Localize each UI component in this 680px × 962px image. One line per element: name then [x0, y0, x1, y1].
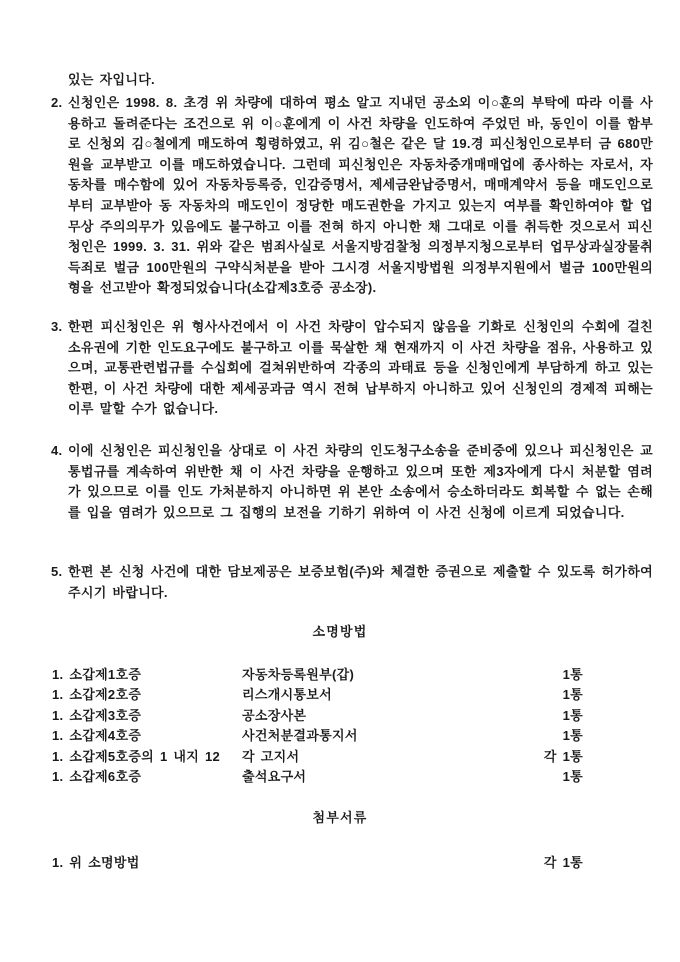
paragraph-3-number: 3. [51, 319, 63, 334]
evidence-count: 1통 [562, 667, 583, 682]
attachments-section-title: 첨부서류 [312, 810, 368, 825]
paragraph-5 [51, 562, 653, 603]
evidence-label: 1. 소갑제3호증 [52, 708, 142, 723]
paragraph-2-text: 신청인은 1998. 8. 초경 위 차량에 대하여 평소 알고 지내던 공소외 이○훈의 부탁에 따라 이를 사용하고 돌려준다는 조건으로 위 이○훈에게 이 사건 차량을 인도하여 주었던 바, 동인이 이를 함부로 신청외 김○철에게 매도하여 횡령하였고, 위 김○철은 같은 달 19.경 피신청인으로부터 금 680만원을 교부받고 이를 매도하였습니다. 그런데 피신청인은 자동차중개매매업에 종사하는 자로서, 자동차를 매수함에 있어 자동차등록증, 인감증명서, 제세금완납증명서, 매매계약서 등을 매도인으로부터 교부받아 동 자동차의 매도인이 정당한 매도권한을 가지고 있는지 여부를 확인하여야 할 업무상 주의의무가 있음에도 불구하고 이를 전혀 하지 아니한 채 그대로 이를 취득한 것으로서 피신청인은 1999. 3. 31. 위와 같은 범죄사실로 서울지방검찰청 의정부지청으로부터 업무상과실장물취득죄로 벌금 100만원의 구약식처분을 받아 그시경 서울지방법원 의정부지원에서 벌금 100만원의 형을 선고받아 확정되었습니다(소갑제3호증 공소장). [68, 95, 653, 296]
evidence-row [52, 747, 583, 768]
paragraph-1-continuation: 있는 자입니다. [68, 72, 155, 87]
attachment-label: 1. 위 소명방법 [52, 855, 140, 870]
evidence-row [52, 685, 583, 706]
paragraph-3 [51, 317, 653, 420]
evidence-label: 1. 소갑제4호증 [52, 728, 142, 743]
evidence-row [52, 665, 583, 686]
evidence-row [52, 726, 583, 747]
evidence-count: 1통 [562, 687, 583, 702]
evidence-description: 리스개시통보서 [242, 687, 333, 702]
evidence-label: 1. 소갑제5호증의 1 내지 12 [52, 749, 221, 764]
paragraph-5-text: 한편 본 신청 사건에 대한 담보제공은 보증보험(주)와 체결한 증권으로 제출할 수 있도록 허가하여 주시기 바랍니다. [68, 564, 653, 600]
paragraph-4 [51, 441, 653, 523]
evidence-row [52, 706, 583, 727]
attachment-row [52, 853, 583, 874]
paragraph-2-number: 2. [51, 95, 63, 110]
evidence-count: 1통 [562, 728, 583, 743]
evidence-description: 사건처분결과통지서 [242, 728, 358, 743]
evidence-description: 출석요구서 [242, 769, 307, 784]
paragraph-4-number: 4. [51, 443, 63, 458]
paragraph-4-text: 이에 신청인은 피신청인을 상대로 이 사건 차량의 인도청구소송을 준비중에 있으나 피신청인은 교통법규를 계속하여 위반한 채 이 사건 차량을 운행하고 있으며 또한 제3자에게 다시 처분할 염려가 있으므로 이를 인도 가처분하지 아니하면 위 본안 소송에서 승소하더라도 회복할 수 없는 손해를 입을 염려가 있으므로 그 집행의 보전을 기하기 위하여 이 사건 신청에 이르게 되었습니다. [68, 443, 653, 520]
evidence-section-title: 소명방법 [312, 624, 368, 639]
evidence-count: 1통 [562, 708, 583, 723]
evidence-count: 1통 [562, 769, 583, 784]
paragraph-3-text: 한편 피신청인은 위 형사사건에서 이 사건 차량이 압수되지 않음을 기화로 신청인의 수회에 걸친 소유권에 기한 인도요구에도 불구하고 이를 묵살한 채 현재까지 이 사건 차량을 점유, 사용하고 있으며, 교통관련법규를 수십회에 걸쳐위반하여 각종의 과태료 등을 신청인에게 부담하게 하고 있는 한편, 이 사건 차량에 대한 제세공과금 역시 전혀 납부하지 아니하고 있어 신청인의 경제적 피해는 이루 말할 수가 없습니다. [68, 319, 653, 417]
evidence-description: 공소장사본 [242, 708, 307, 723]
evidence-label: 1. 소갑제6호증 [52, 769, 142, 784]
evidence-label: 1. 소갑제2호증 [52, 687, 142, 702]
evidence-row [52, 767, 583, 788]
evidence-description: 각 고지서 [242, 749, 300, 764]
evidence-label: 1. 소갑제1호증 [52, 667, 142, 682]
evidence-description: 자동차등록원부(갑) [242, 667, 355, 682]
evidence-count: 각 1통 [543, 749, 583, 764]
paragraph-5-number: 5. [51, 564, 63, 579]
paragraph-2 [51, 93, 653, 299]
attachment-count: 각 1통 [543, 855, 583, 870]
